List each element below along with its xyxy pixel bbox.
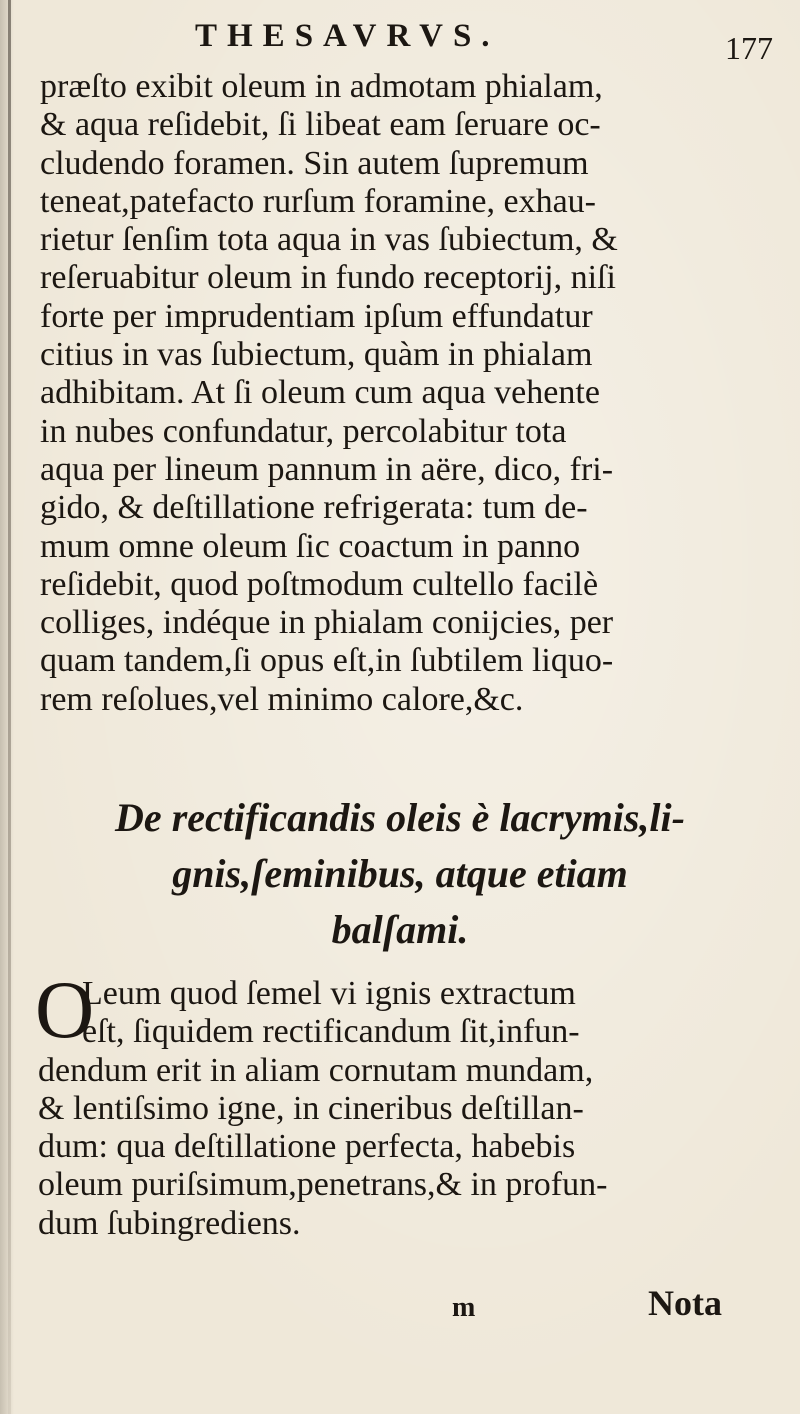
text-line: gido, & deſtillatione refrigerata: tum de- (40, 489, 588, 527)
section-heading (0, 790, 800, 958)
text-line: mum omne oleum ſic coactum in panno (40, 527, 581, 565)
page-number: 177 (725, 30, 773, 66)
text-line: rietur ſenſim tota aqua in vas ſubiectum, & (40, 221, 618, 259)
signature-mark: m (452, 1292, 476, 1323)
text-line: reſidebit, quod poſtmodum cultello facilè (40, 565, 599, 603)
drop-cap-letter: O (35, 964, 95, 1055)
text-line: quam tandem,ſi opus eſt,in ſubtilem liquo- (40, 642, 614, 680)
text-line: dendum erit in aliam cornutam mundam, (38, 1051, 594, 1089)
text-line: oleum puriſsimum,penetrans,& in profun- (38, 1166, 608, 1204)
heading-line: gnis,ſeminibus, atque etiam (172, 851, 628, 896)
catchword: Nota (648, 1283, 722, 1323)
paragraph-1 (40, 68, 780, 719)
text-line: eſt, ſiquidem rectificandum ſit,infun- (82, 1013, 580, 1051)
heading-line: balſami. (331, 907, 469, 952)
running-head: THESAVRVS. (195, 18, 500, 54)
text-line: teneat,patefacto rurſum foramine, exhau- (40, 182, 597, 220)
text-line: adhibitam. At ſi oleum cum aqua vehente (40, 374, 600, 412)
text-line: cludendo foramen. Sin autem ſupremum (40, 144, 589, 182)
gutter-shadow (0, 0, 14, 1414)
text-line: aqua per lineum pannum in aëre, dico, fri- (40, 450, 614, 488)
text-line: colliges, indéque in phialam conijcies, per (40, 604, 614, 642)
text-line: dum: qua deſtillatione perfecta, habebis (38, 1128, 576, 1166)
text-line: & aqua reſidebit, ſi libeat eam ſeruare oc- (40, 106, 601, 144)
text-line: dum ſubingrediens. (38, 1204, 301, 1242)
text-line: forte per imprudentiam ipſum effundatur (40, 297, 593, 335)
text-line: Leum quod ſemel vi ignis extractum (82, 975, 576, 1012)
text-line: præſto exibit oleum in admotam phialam, (40, 68, 603, 105)
text-line: rem reſolues,vel minimo calore,&c. (40, 680, 524, 718)
text-line: in nubes confundatur, percolabitur tota (40, 412, 567, 450)
paragraph-2 (38, 975, 788, 1243)
text-line: citius in vas ſubiectum, quàm in phialam (40, 336, 593, 374)
heading-line: De rectificandis oleis è lacrymis,li- (115, 795, 685, 840)
binding-edge (8, 0, 11, 1414)
text-line: reſeruabitur oleum in fundo receptorij, niſi (40, 259, 616, 297)
text-line: & lentiſsimo igne, in cineribus deſtillan- (38, 1089, 584, 1127)
